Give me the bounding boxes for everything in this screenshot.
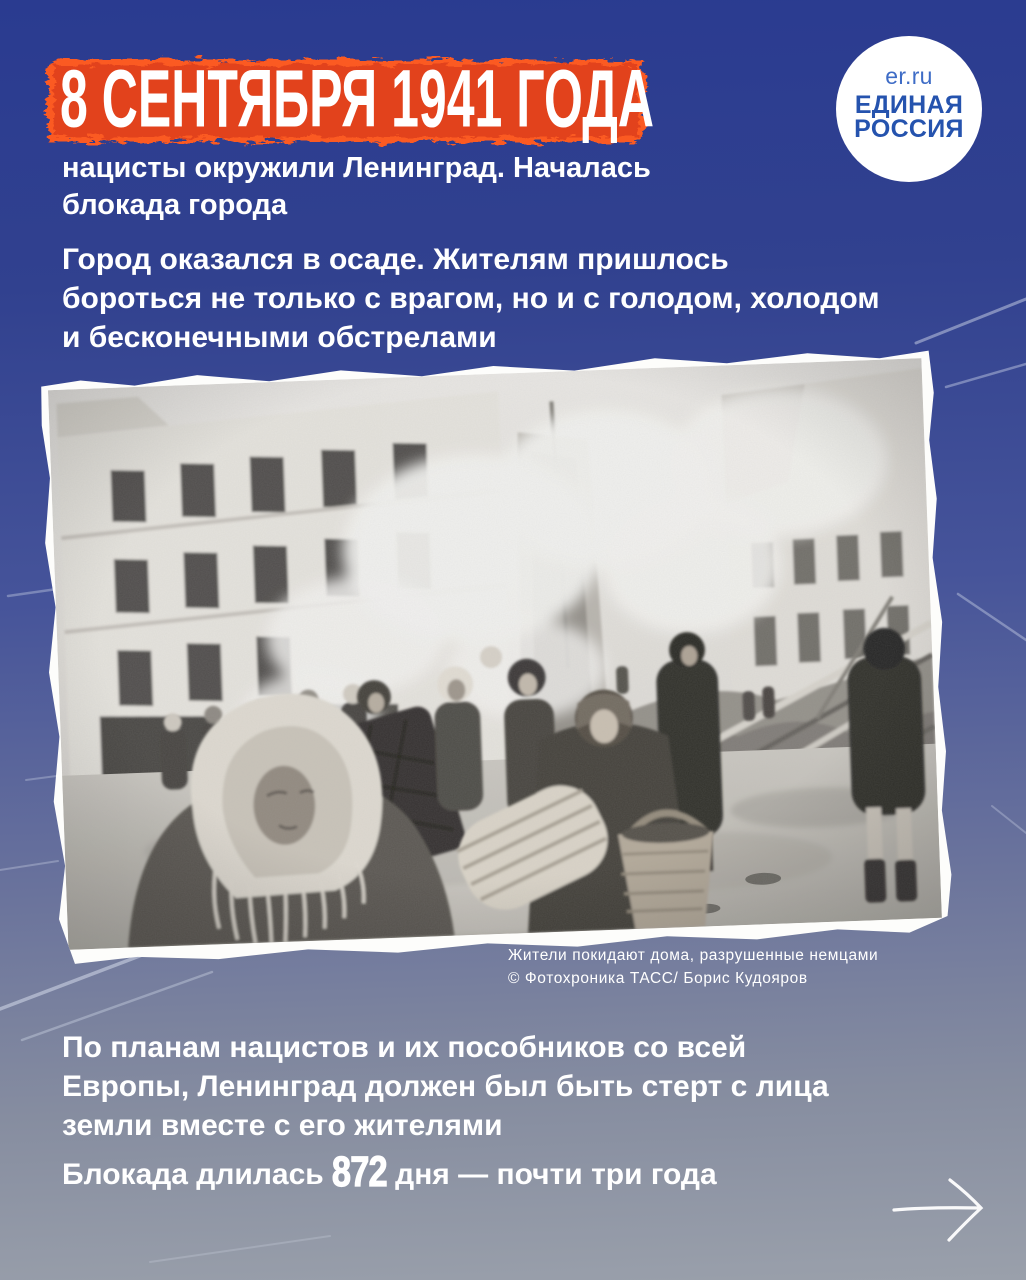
intro-line: Город оказался в осаде. Жителям пришлось [62,243,729,276]
body-line: Европы, Ленинград должен был быть стерт с лица [62,1070,829,1103]
date-banner [36,48,656,154]
body-line: земли вместе с его жителями [62,1109,503,1142]
photo-illustration [48,358,942,950]
next-arrow-icon[interactable] [880,1158,1000,1276]
body-line: По планам нацистов и их пособников со всей [62,1031,747,1064]
date-title: 8 СЕНТЯБРЯ 1941 ГОДА [60,53,654,145]
subtitle [62,150,651,224]
logo-site-url: er.ru [885,63,933,89]
intro-line: бороться не только с врагом, но и с голодом, холодом [62,282,880,315]
subtitle-line: нацисты окружили Ленинград. Началась [62,152,651,184]
logo-party-line1: ЕДИНАЯ [854,91,964,119]
er-logo[interactable] [836,36,982,182]
photo-caption-line1: Жители покидают дома, разрушенные немцами [508,947,879,964]
photo-caption [508,944,948,990]
intro-paragraph [62,240,880,357]
stat-prefix: Блокада длилась [62,1158,333,1191]
intro-line: и бесконечными обстрелами [62,321,497,354]
historic-photo [36,346,955,967]
stat-suffix: дня — почти три года [386,1158,717,1191]
body-paragraph [62,1028,829,1145]
stat-line [62,1148,717,1196]
stat-value: 872 [331,1148,387,1196]
photo-caption-credit: © Фотохроника ТАСС/ Борис Кудояров [508,970,808,987]
subtitle-line: блокада города [62,189,288,221]
logo-party-line2: РОССИЯ [854,115,964,143]
logo-party-name [836,93,982,141]
